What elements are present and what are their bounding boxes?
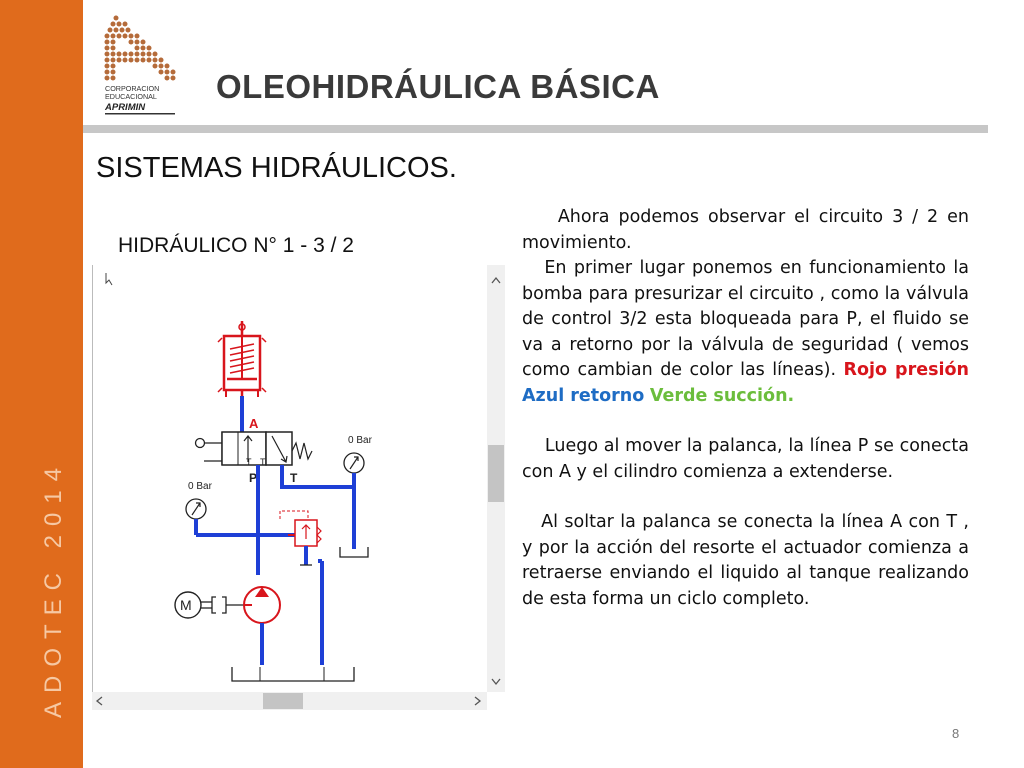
paragraph-4-text: Al soltar la palanca se conecta la línea A con T , y por la acción del resorte el actuador comienza a retraerse enviando el liquido al tanque realizando de esta forma un ciclo completo. xyxy=(522,512,969,609)
aprimin-logo xyxy=(104,14,176,118)
logo-line3: APRIMIN xyxy=(105,102,146,113)
pump-motor xyxy=(175,587,280,623)
paragraph-3-text: Luego al mover la palanca, la línea P se conecta con A y el cilindro comienza a extenderse. xyxy=(522,436,969,482)
paragraph-1 xyxy=(522,205,969,256)
pressure-gauge-right xyxy=(344,435,373,487)
section-title: SISTEMAS HIDRÁULICOS. xyxy=(96,152,457,184)
port-t-small-2: T xyxy=(260,457,266,467)
horizontal-scrollbar[interactable] xyxy=(92,692,487,710)
directional-valve-3-2[interactable] xyxy=(196,432,313,467)
vertical-scrollbar[interactable] xyxy=(487,265,505,692)
sidebar-vertical-text: ADOTEC 2014 xyxy=(40,458,67,718)
diagram-title: HIDRÁULICO N° 1 - 3 / 2 xyxy=(118,234,354,257)
svg-text:M: M xyxy=(180,597,192,613)
logo-line1: CORPORACION xyxy=(105,84,160,93)
logo-line2: EDUCACIONAL xyxy=(105,92,157,101)
legend-blue: Azul retorno xyxy=(522,385,645,406)
pressure-gauge-left xyxy=(186,481,213,535)
hydraulic-circuit-simulator xyxy=(92,265,505,710)
legend-green: Verde succión. xyxy=(649,385,795,406)
page-number: 8 xyxy=(952,726,960,741)
horizontal-scroll-thumb[interactable] xyxy=(263,693,303,709)
paragraph-2-text: En primer lugar ponemos en funcionamiento la bomba para presurizar el circuito , como la válvula de control 3/2 esta bloqueada para P, el fluido se va a retorno por la válvula de seguridad ( vemos como cambian de color las líneas). xyxy=(522,258,969,380)
paragraph-2 xyxy=(522,256,969,409)
legend-red: Rojo presión xyxy=(843,360,969,380)
port-p-label: P xyxy=(249,471,258,485)
relief-valve xyxy=(280,511,321,565)
header-divider xyxy=(83,125,988,133)
hydraulic-cylinder xyxy=(218,321,266,397)
cursor-icon xyxy=(106,273,112,285)
paragraph-1-text: Ahora podemos observar el circuito 3 / 2 en movimiento. xyxy=(522,207,969,253)
port-a-label: A xyxy=(249,416,259,431)
gauge-left-label: 0 Bar xyxy=(188,481,212,492)
page-title: OLEOHIDRÁULICA BÁSICA xyxy=(216,68,660,105)
port-t-label: T xyxy=(290,471,298,485)
port-t-small-1: T xyxy=(246,457,252,467)
description-text xyxy=(522,205,969,612)
vertical-scroll-thumb[interactable] xyxy=(488,445,504,502)
paragraph-3 xyxy=(522,434,969,485)
gauge-right-label: 0 Bar xyxy=(348,435,372,446)
tank-bottom xyxy=(232,667,354,681)
paragraph-4 xyxy=(522,510,969,612)
